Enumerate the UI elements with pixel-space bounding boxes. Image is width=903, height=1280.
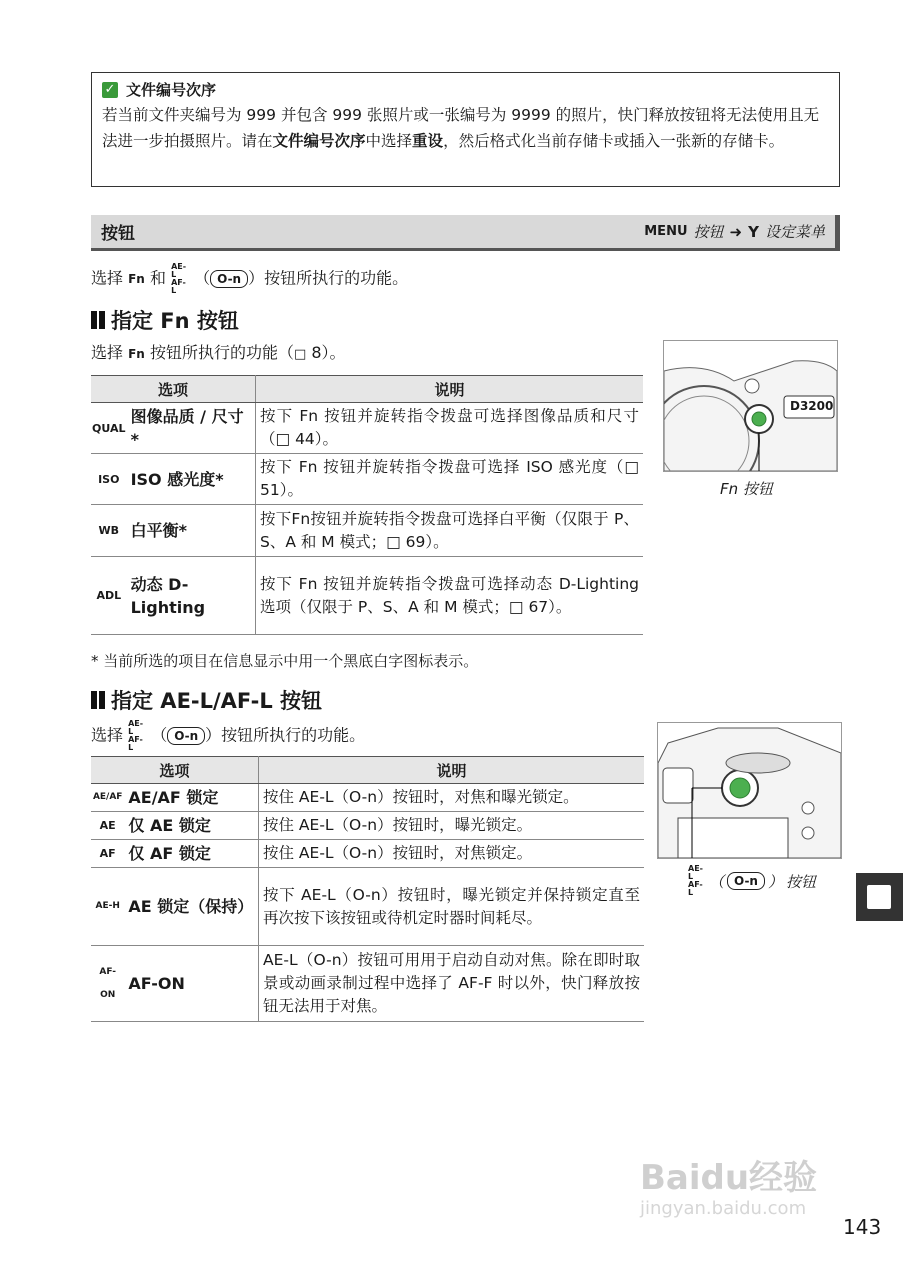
adl-icon: ADL — [91, 557, 127, 635]
qual-icon: QUAL — [91, 403, 127, 454]
table-header-row — [91, 376, 643, 403]
camera-back-icon — [658, 723, 841, 858]
ae-sub-post: 按钮所执行的功能。 — [221, 725, 366, 745]
note-body-bold-2: 重设 — [412, 132, 444, 150]
af-lock-icon: AF — [91, 840, 124, 868]
desc-cell: 按下 Fn 按钮并旋转指令拨盘可选择 ISO 感光度（□ 51）。 — [256, 454, 644, 505]
key-icon: O-n — [727, 872, 765, 890]
fn-sub-post: 按钮所执行的功能（ — [149, 343, 294, 362]
option-cell: 动态 D-Lighting — [127, 557, 256, 635]
menu-path-item-1: 按钮 — [693, 223, 724, 241]
desc-cell: 按下 Fn 按钮并旋转指令拨盘可选择动态 D-Lighting 选项（仅限于 P、S、A 和 M 模式；□ 67）。 — [256, 557, 644, 635]
ae-sub-pre: 选择 — [91, 725, 124, 745]
note-title — [102, 79, 829, 100]
desc-cell: 按下 AE-L（O-n）按钮时，曝光锁定并保持锁定直至再次按下该按钮或待机定时器时间耗尽。 — [259, 868, 645, 946]
checkmark-icon: ✓ — [102, 82, 118, 98]
fn-symbol: Fn — [128, 346, 145, 361]
ae-caption-text: 按钮 — [785, 872, 816, 891]
page-number: 143 — [843, 1215, 882, 1239]
option-cell: 仅 AE 锁定 — [124, 812, 258, 840]
ae-lock-icon: AE — [91, 812, 124, 840]
camera-model-label: D3200 — [790, 399, 834, 413]
note-body-text-3: ，然后格式化当前存储卡或插入一张新的存储卡。 — [443, 132, 785, 150]
setup-menu-icon — [867, 885, 891, 909]
option-cell: AE/AF 锁定 — [124, 784, 258, 812]
note-box — [91, 72, 840, 187]
fn-caption: Fn 按钮 — [720, 480, 773, 498]
fn-subtitle — [91, 340, 346, 363]
desc-cell: AE-L（O-n）按钮可用用于启动自动对焦。除在即时取景或动画录制过程中选择了 AF-F 时以外，快门释放按钮无法用于对焦。 — [259, 946, 645, 1022]
intro-pre: 选择 — [91, 268, 124, 288]
table-row — [91, 403, 643, 454]
option-cell: 白平衡* — [127, 505, 256, 557]
table-row — [91, 868, 644, 946]
table-row — [91, 840, 644, 868]
table-header-row — [91, 757, 644, 784]
column-header-option: 选项 — [91, 376, 256, 403]
wrench-icon: Y — [748, 222, 759, 241]
ae-caption: AE-L AF-L （ O-n ） 按钮 — [688, 864, 816, 897]
ael-symbol: AE-L AF-L — [688, 864, 703, 897]
ae-table — [91, 756, 644, 1022]
af-on-icon: AF-ON — [91, 946, 124, 1022]
table-row — [91, 784, 644, 812]
fn-sub-pre: 选择 — [91, 343, 124, 362]
fn-table — [91, 375, 643, 635]
fn-heading-text: 指定 Fn 按钮 — [111, 309, 239, 333]
ael-symbol: AE-L AF-L — [171, 262, 187, 295]
note-body-text-1: 若当前文件夹编号为 999 并包含 999 张照片或一张编号为 9999 的照片，快门释放按钮将无法使用且无法进一步拍摄照片。请在 — [102, 106, 820, 150]
table-row — [91, 946, 644, 1022]
fn-heading — [91, 305, 239, 335]
column-header-option: 选项 — [91, 757, 259, 784]
section-title: 按钮 — [101, 224, 135, 244]
table-row — [91, 557, 643, 635]
note-body-text-2: 中选择 — [365, 132, 413, 150]
option-cell: ISO 感光度* — [127, 454, 256, 505]
table-row — [91, 812, 644, 840]
chapter-tab — [856, 873, 903, 921]
ae-heading — [91, 685, 322, 715]
menu-path-item-2: 设定菜单 — [764, 223, 825, 241]
option-cell: 图像品质 / 尺寸* — [127, 403, 256, 454]
key-icon: O-n — [167, 727, 205, 745]
intro-and: 和 — [149, 268, 166, 288]
watermark-brand: Baidu经验 — [640, 1158, 818, 1198]
watermark-url: jingyan.baidu.com — [640, 1198, 807, 1219]
desc-cell: 按下Fn按钮并旋转指令拨盘可选择白平衡（仅限于 P、S、A 和 M 模式；□ 69）。 — [256, 505, 644, 557]
column-header-desc: 说明 — [256, 376, 644, 403]
desc-cell: 按住 AE-L（O-n）按钮时，曝光锁定。 — [259, 812, 645, 840]
ael-symbol: AE-L AF-L — [128, 719, 144, 752]
ae-camera-illustration — [657, 722, 842, 859]
option-cell: 仅 AF 锁定 — [124, 840, 258, 868]
ae-subtitle: 选择 AE-L AF-L （ O-n ）按钮所执行的功能。 — [91, 719, 366, 752]
section-header — [91, 215, 840, 251]
option-cell: AF-ON — [124, 946, 258, 1022]
fn-sub-end: ）。 — [321, 343, 346, 362]
menu-label: MENU — [644, 224, 688, 239]
arrow-icon: ➜ — [729, 222, 743, 241]
ae-hold-icon: AE-H — [91, 868, 124, 946]
intro-post: 按钮所执行的功能。 — [264, 268, 409, 288]
heading-bars-icon — [91, 311, 105, 329]
key-icon: O-n — [210, 270, 248, 288]
column-header-desc: 说明 — [259, 757, 645, 784]
desc-cell: 按住 AE-L（O-n）按钮时，对焦锁定。 — [259, 840, 645, 868]
table-row — [91, 454, 643, 505]
ae-heading-text: 指定 AE-L/AF-L 按钮 — [111, 689, 323, 713]
fn-sub-ref: 8 — [311, 343, 322, 362]
ae-af-lock-icon: AE/AF — [91, 784, 124, 812]
heading-bars-icon — [91, 691, 105, 709]
fn-symbol: Fn — [128, 272, 145, 286]
footnote: * 当前所选的项目在信息显示中用一个黑底白字图标表示。 — [91, 652, 479, 670]
iso-icon: ISO — [91, 454, 127, 505]
menu-path — [644, 221, 825, 242]
desc-cell: 按下 Fn 按钮并旋转指令拨盘可选择图像品质和尺寸（□ 44）。 — [256, 403, 644, 454]
wb-icon: WB — [91, 505, 127, 557]
intro-text: 选择 Fn 和 AE-L AF-L （ O-n ）按钮所执行的功能。 — [91, 262, 409, 295]
note-body-bold-1: 文件编号次序 — [272, 132, 366, 150]
table-row — [91, 505, 643, 557]
note-title-text: 文件编号次序 — [126, 81, 217, 99]
option-cell: AE 锁定（保持） — [124, 868, 258, 946]
note-body — [102, 102, 829, 154]
fn-camera-illustration — [663, 340, 838, 472]
book-icon: □ — [293, 347, 307, 362]
desc-cell: 按住 AE-L（O-n）按钮时，对焦和曝光锁定。 — [259, 784, 645, 812]
